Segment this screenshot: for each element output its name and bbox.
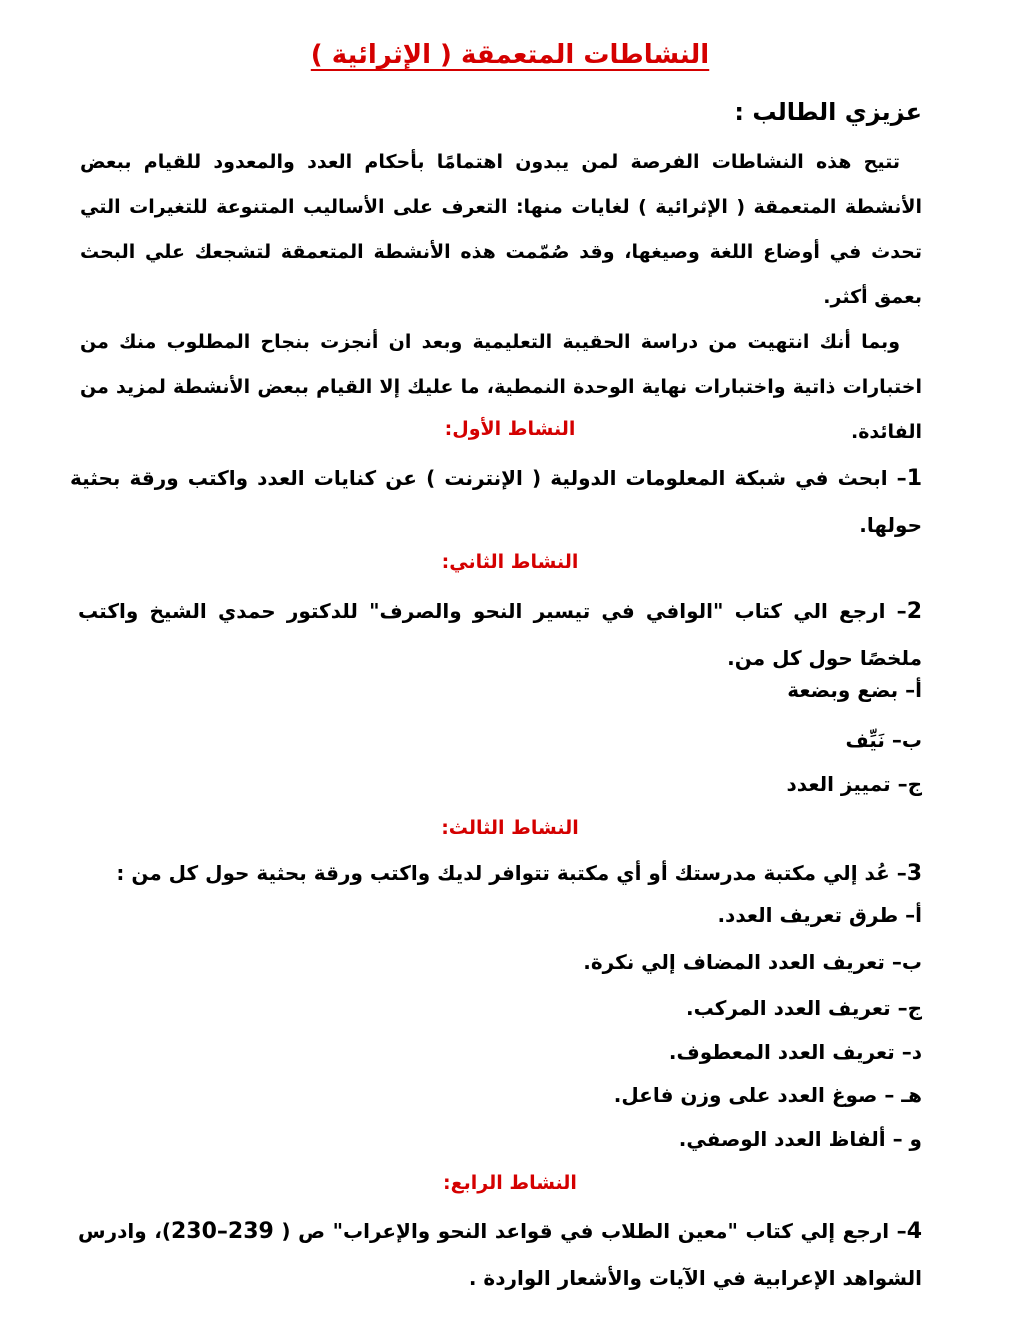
activity3-item-a: أ– طرق تعريف العدد. [717, 903, 922, 927]
activity3-text: – عُد إلي مكتبة مدرستك أو أي مكتبة تتوافر لديك واكتب ورقة بحثية حول كل من : [116, 861, 907, 885]
activity4-heading: النشاط الرابع: [443, 1172, 577, 1194]
activity3-heading: النشاط الثالث: [441, 817, 579, 839]
activity3-item-c: ج– تعريف العدد المركب. [686, 996, 922, 1020]
activity3-item-d: د– تعريف العدد المعطوف. [668, 1040, 922, 1064]
activity4-instruction [78, 1208, 922, 1301]
activity3-number: 3 [906, 861, 922, 886]
activity1-text: – ابحث في شبكة المعلومات الدولية ( الإنترنت ) عن كنايات العدد واكتب ورقة بحثية حولها. [70, 466, 922, 537]
activity2-number: 2 [906, 599, 922, 624]
greeting: عزيزي الطالب : [734, 98, 922, 126]
page-title: النشاطات المتعمقة ( الإثرائية ) [310, 40, 710, 70]
activity4-text-b: )، وادرس الشواهد الإعرابية في الآيات والأشعار الواردة . [78, 1219, 922, 1290]
activity4-text-a: – ارجع إلي كتاب "معين الطلاب في قواعد النحو والإعراب" ص ( [281, 1219, 907, 1243]
activity4-number: 4 [906, 1219, 922, 1244]
activity3-instruction [70, 850, 922, 897]
activity1-heading: النشاط الأول: [444, 418, 576, 440]
activity2-item-b: ب– نَيِّف [845, 728, 922, 752]
activity2-heading: النشاط الثاني: [441, 551, 579, 573]
activity1-instruction [70, 455, 922, 548]
activity1-number: 1 [906, 466, 922, 491]
activity2-instruction [78, 588, 922, 681]
activity3-item-f: و – ألفاظ العدد الوصفي. [678, 1127, 922, 1151]
activity2-text: – ارجع الي كتاب "الوافي في تيسير النحو والصرف" للدكتور حمدي الشيخ واكتب ملخصًا حول كل من. [78, 599, 922, 670]
intro-section [80, 140, 922, 455]
intro-paragraph-2: وبما أنك انتهيت من دراسة الحقيبة التعليمية وبعد ان أنجزت بنجاح المطلوب منك من اختبارات ذاتية واختبارات نهاية الوحدة النمطية، ما عليك إلا القيام ببعض الأنشطة لمزيد من الفائدة. [80, 331, 922, 443]
activity2-item-c: ج– تمييز العدد [786, 772, 922, 796]
activity2-item-a: أ– بضع وبضعة [787, 678, 922, 702]
activity4-page-range: 230–239 [170, 1219, 274, 1244]
intro-paragraph-1: تتيح هذه النشاطات الفرصة لمن يبدون اهتمامًا بأحكام العدد والمعدود للقيام ببعض الأنشطة المتعمقة ( الإثرائية ) لغايات منها: التعرف على الأساليب المتنوعة للتغيرات التي تحدث في أوضاع اللغة وصيغها، وقد صُمّمت هذه الأنشطة المتعمقة لتشجعك علي البحث بعمق أكثر. [80, 151, 922, 308]
activity3-item-b: ب– تعريف العدد المضاف إلي نكرة. [583, 950, 922, 974]
activity3-item-e: هـ – صوغ العدد على وزن فاعل. [613, 1083, 922, 1107]
